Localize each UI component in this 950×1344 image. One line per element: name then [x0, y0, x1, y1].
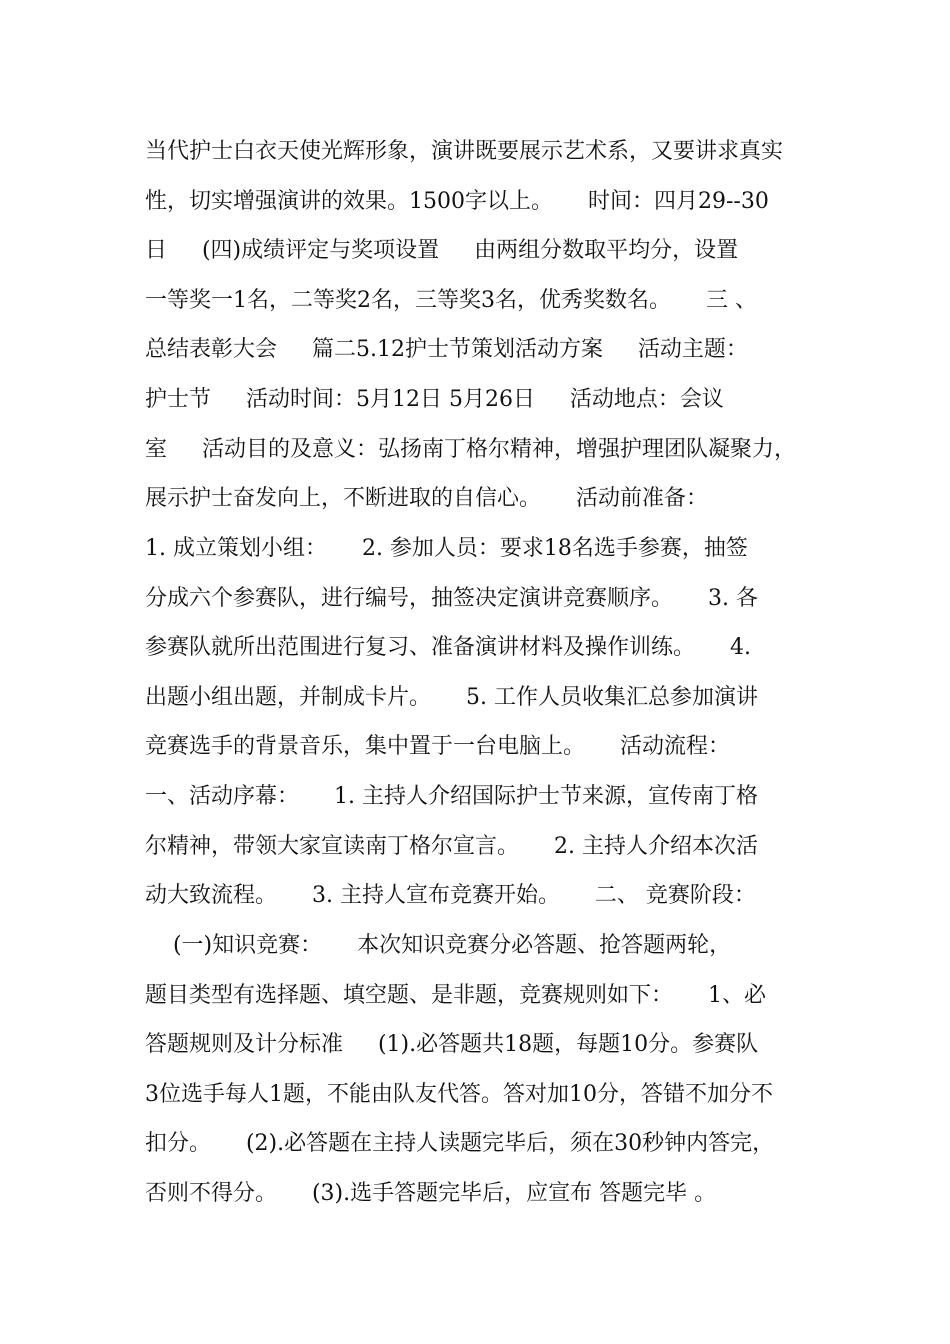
- text-line: 竞赛选手的背景音乐，集中置于一台电脑上。 活动流程：: [145, 734, 730, 759]
- text-line: 分成六个参赛队，进行编号，抽签决定演讲竞赛顺序。 3. 各: [145, 586, 758, 611]
- text-line: 一、活动序幕： 1. 主持人介绍国际护士节来源，宣传南丁格: [145, 784, 758, 809]
- text-line: 尔精神，带领大家宣读南丁格尔宣言。 2. 主持人介绍本次活: [145, 834, 758, 859]
- text-line: 日 (四)成绩评定与奖项设置 由两组分数取平均分，设置: [145, 238, 739, 263]
- text-line: 扣分。 (2).必答题在主持人读题完毕后，须在30秒钟内答完，: [145, 1131, 775, 1156]
- text-line: 当代护士白衣天使光辉形象，演讲既要展示艺术系，又要讲求真实: [145, 139, 784, 164]
- text-line: (一)知识竞赛： 本次知识竞赛分必答题、抢答题两轮，: [145, 933, 732, 958]
- text-line: 答题规则及计分标准 (1).必答题共18题，每题10分。参赛队: [145, 1032, 759, 1057]
- text-line: 参赛队就所出范围进行复习、准备演讲材料及操作训练。 4.: [145, 635, 751, 660]
- text-line: 室 活动目的及意义：弘扬南丁格尔精神，增强护理团队凝聚力，: [145, 437, 796, 462]
- text-line: 题目类型有选择题、填空题、是非题，竞赛规则如下： 1、必: [145, 983, 766, 1008]
- text-line: 总结表彰大会 篇二5.12护士节策划活动方案 活动主题：: [145, 337, 748, 362]
- text-line: 护士节 活动时间：5月12日 5月26日 活动地点：会议: [145, 387, 724, 412]
- text-line: 1. 成立策划小组： 2. 参加人员：要求18名选手参赛，抽签: [145, 536, 748, 561]
- text-line: 否则不得分。 (3).选手答题完毕后，应宣布 答题完毕 。: [145, 1181, 717, 1206]
- text-line: 一等奖一1名，二等奖2名，三等奖3名，优秀奖数名。 三 、: [145, 288, 757, 313]
- text-line: 性，切实增强演讲的效果。1500字以上。 时间：四月29--30: [145, 189, 769, 214]
- text-line: 出题小组出题，并制成卡片。 5. 工作人员收集汇总参加演讲: [145, 685, 758, 710]
- text-line: 展示护士奋发向上，不断进取的自信心。 活动前准备：: [145, 486, 708, 511]
- text-line: 3位选手每人1题，不能由队友代答。答对加10分，答错不加分不: [145, 1082, 773, 1107]
- text-line: 动大致流程。 3. 主持人宣布竞赛开始。 二、 竞赛阶段：: [145, 883, 756, 908]
